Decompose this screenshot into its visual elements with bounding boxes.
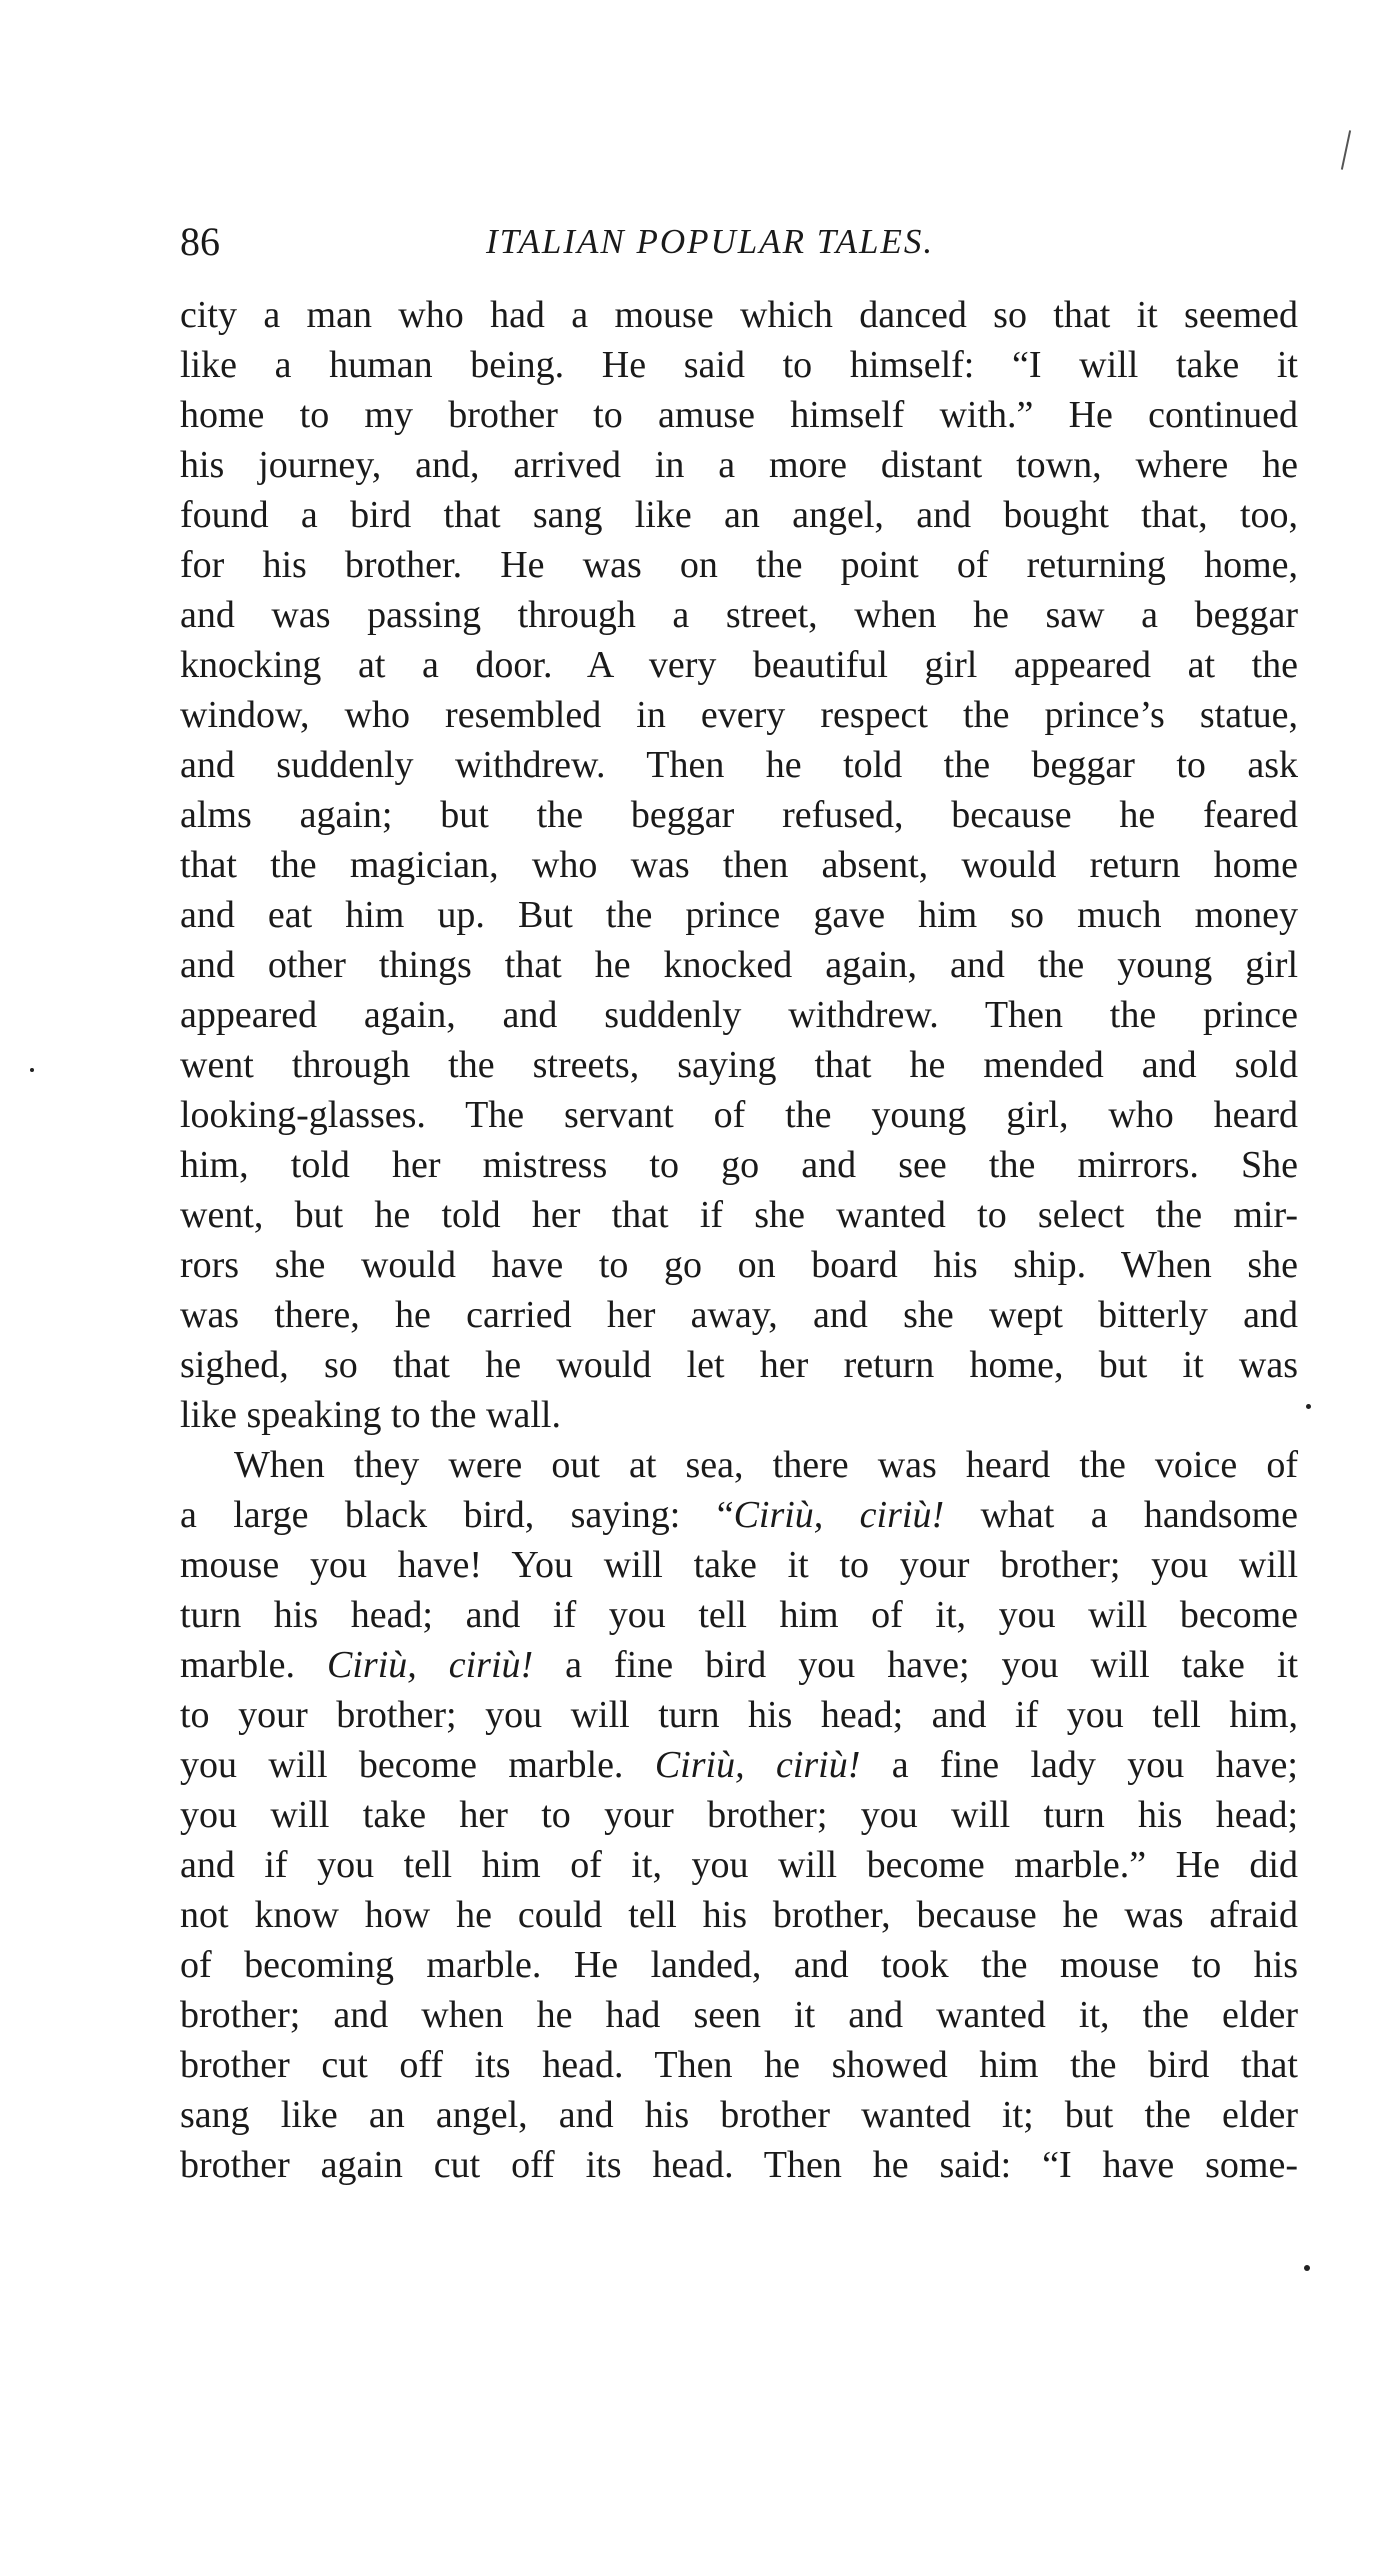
- text-line: brother cut off its head. Then he showed him the bird that: [180, 2044, 1298, 2086]
- text-run: a fine bird you have; you will take it: [533, 1644, 1298, 1686]
- text-line: sang like an angel, and his brother wanted it; but the elder: [180, 2094, 1298, 2136]
- text-line: him, told her mistress to go and see the mirrors. She: [180, 1144, 1298, 1186]
- ink-speck: [1306, 1404, 1311, 1409]
- text-line: rors she would have to go on board his ship. When she: [180, 1244, 1298, 1286]
- text-line: for his brother. He was on the point of returning home,: [180, 544, 1298, 586]
- margin-pencil-mark: [1341, 130, 1351, 170]
- text-line: knocking at a door. A very beautiful girl appeared at the: [180, 644, 1298, 686]
- text-line: like speaking to the wall.: [180, 1394, 561, 1436]
- text-line: brother again cut off its head. Then he said: “I have some-: [180, 2144, 1298, 2186]
- text-line: window, who resembled in every respect the prince’s statue,: [180, 694, 1298, 736]
- bird-call-italic: Ciriù, ciriù!: [654, 1744, 861, 1786]
- bird-call-italic: Ciriù, ciriù!: [327, 1644, 534, 1686]
- text-line: sighed, so that he would let her return home, but it was: [180, 1344, 1298, 1386]
- text-line: [180, 1640, 1298, 1690]
- text-line: his journey, and, arrived in a more distant town, where he: [180, 444, 1298, 486]
- text-run: you will become marble.: [180, 1744, 655, 1786]
- text-line: city a man who had a mouse which danced so that it seemed: [180, 294, 1298, 336]
- text-line: and suddenly withdrew. Then he told the beggar to ask: [180, 744, 1298, 786]
- text-line: that the magician, who was then absent, would return home: [180, 844, 1298, 886]
- text-run: what a handsome: [944, 1494, 1298, 1536]
- body-text: [180, 290, 1298, 2190]
- text-line: brother; and when he had seen it and wanted it, the elder: [180, 1994, 1298, 2036]
- text-line: you will take her to your brother; you will turn his head;: [180, 1794, 1298, 1836]
- paragraph-1: [180, 290, 1298, 1440]
- text-line: and eat him up. But the prince gave him so much money: [180, 894, 1298, 936]
- text-run: a large black bird, saying: “: [180, 1494, 734, 1536]
- text-line: [180, 1740, 1298, 1790]
- text-line: looking-glasses. The servant of the young girl, who heard: [180, 1094, 1298, 1136]
- text-line: [180, 1490, 1298, 1540]
- text-line: to your brother; you will turn his head; and if you tell him,: [180, 1694, 1298, 1736]
- page-number: 86: [180, 219, 220, 264]
- ink-speck: [30, 1068, 34, 1072]
- bird-call-italic: Ciriù, ciriù!: [733, 1494, 945, 1536]
- text-line: of becoming marble. He landed, and took the mouse to his: [180, 1944, 1298, 1986]
- text-line: was there, he carried her away, and she wept bitterly and: [180, 1294, 1298, 1336]
- text-line: like a human being. He said to himself: “I will take it: [180, 344, 1298, 386]
- ink-speck: [1304, 2265, 1310, 2271]
- text-line: alms again; but the beggar refused, because he feared: [180, 794, 1298, 836]
- text-line: appeared again, and suddenly withdrew. Then the prince: [180, 994, 1298, 1036]
- text-line: found a bird that sang like an angel, and bought that, too,: [180, 494, 1298, 536]
- text-line: mouse you have! You will take it to your brother; you will: [180, 1544, 1298, 1586]
- text-line: turn his head; and if you tell him of it, you will become: [180, 1594, 1298, 1636]
- text-line: and was passing through a street, when he saw a beggar: [180, 594, 1298, 636]
- running-title: ITALIAN POPULAR TALES.: [486, 222, 935, 261]
- text-run: marble.: [180, 1644, 327, 1686]
- paragraph-2: [180, 1440, 1298, 2190]
- text-line: and if you tell him of it, you will become marble.” He did: [180, 1844, 1298, 1886]
- text-line: home to my brother to amuse himself with.” He continued: [180, 394, 1298, 436]
- text-line: When they were out at sea, there was heard the voice of: [234, 1444, 1298, 1486]
- page-header: [180, 212, 1298, 272]
- text-run: a fine lady you have;: [860, 1744, 1298, 1786]
- text-line: not know how he could tell his brother, because he was afraid: [180, 1894, 1298, 1936]
- text-line: went, but he told her that if she wanted to select the mir-: [180, 1194, 1298, 1236]
- text-line: went through the streets, saying that he mended and sold: [180, 1044, 1298, 1086]
- text-line: and other things that he knocked again, and the young girl: [180, 944, 1298, 986]
